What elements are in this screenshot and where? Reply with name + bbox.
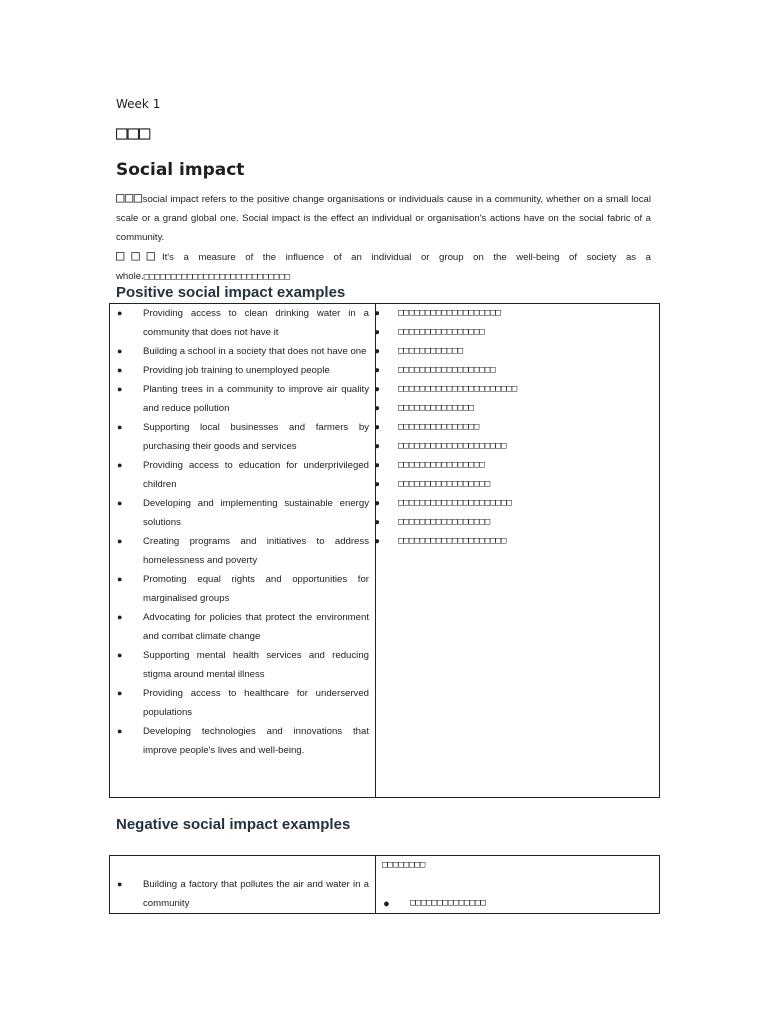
list-item: ● □□□□□□□□□□□□ — [376, 342, 659, 361]
list-item: ● □□□□□□□□□□□□□□□□□□□□ — [376, 532, 659, 551]
negative-english-cell — [110, 856, 376, 914]
list-item: ● □□□□□□□□□□□□□□□□□□□ — [376, 304, 659, 323]
list-item: ● Providing access to education for underprivileged children — [110, 456, 369, 494]
positive-english-list — [110, 304, 375, 760]
negative-examples-table — [109, 855, 660, 914]
list-item: ● □□□□□□□□□□□□□□□□□ — [376, 475, 659, 494]
negative-heading: Negative social impact examples — [116, 816, 351, 833]
list-item: ● Providing access to healthcare for underserved populations — [110, 684, 369, 722]
list-item: ● Supporting local businesses and farmers by purchasing their goods and services — [110, 418, 369, 456]
list-item: ● Developing technologies and innovations that improve people's lives and well-being. — [110, 722, 369, 760]
week-label: Week 1 — [116, 97, 161, 111]
list-item: ● Providing job training to unemployed people — [110, 361, 369, 380]
list-item: ● □□□□□□□□□□□□□□□□ — [376, 323, 659, 342]
paragraph-suffix-glyphs: □□□□□□□□□□□□□□□□□□□□□□□□□□□ — [143, 272, 291, 282]
list-item: ● Building a school in a society that does not have one — [110, 342, 369, 361]
negative-translation-cell — [376, 856, 660, 914]
positive-translation-cell — [376, 304, 660, 798]
paragraph-prefix-glyphs: □□□ — [116, 190, 143, 206]
positive-examples-table — [109, 303, 660, 798]
paragraph-text: It's a measure of the influence of an individual or group on the well-being of society as a whole. — [116, 252, 651, 282]
page-heading: Social impact — [116, 160, 245, 180]
list-item: ● Advocating for policies that protect the environment and combat climate change — [110, 608, 369, 646]
list-item: ● □□□□□□□□□□□□□□ — [376, 399, 659, 418]
positive-heading: Positive social impact examples — [116, 284, 346, 301]
list-item: ● Supporting mental health services and reducing stigma around mental illness — [110, 646, 369, 684]
definition-paragraph — [116, 189, 651, 247]
measure-paragraph — [116, 247, 651, 287]
list-item: ● Promoting equal rights and opportunities for marginalised groups — [110, 570, 369, 608]
list-item: ● Developing and implementing sustainable energy solutions — [110, 494, 369, 532]
list-item: ● □□□□□□□□□□□□□□□□□ — [376, 513, 659, 532]
title-placeholder-glyphs: □□□ — [116, 122, 151, 144]
list-item: ● □□□□□□□□□□□□□□ — [376, 894, 659, 913]
list-item: ● Building a factory that pollutes the air and water in a community — [110, 875, 369, 913]
list-item: ● □□□□□□□□□□□□□□□ — [376, 418, 659, 437]
list-item: ● □□□□□□□□□□□□□□□□ — [376, 456, 659, 475]
list-item: ● Creating programs and initiatives to address homelessness and poverty — [110, 532, 369, 570]
list-item: ● □□□□□□□□□□□□□□□□□□□□□ — [376, 494, 659, 513]
list-item: ● □□□□□□□□□□□□□□□□□□□□ — [376, 437, 659, 456]
negative-translation-head: □□□□□□□□ — [382, 860, 426, 870]
list-item: ● Providing access to clean drinking water in a community that does not have it — [110, 304, 369, 342]
positive-english-cell — [110, 304, 376, 798]
paragraph-text: social impact refers to the positive change organisations or individuals cause in a community, whether on a small local scale or a grand global one. Social impact is the effect an individual or organisation's actions have on the social fabric of a community. — [116, 194, 651, 243]
negative-english-list — [110, 875, 375, 913]
list-item: ● □□□□□□□□□□□□□□□□□□ — [376, 361, 659, 380]
negative-translation-list — [376, 894, 659, 913]
paragraph-prefix-glyphs: □□□ — [116, 248, 162, 264]
list-item: ● □□□□□□□□□□□□□□□□□□□□□□ — [376, 380, 659, 399]
list-item: ● Planting trees in a community to improve air quality and reduce pollution — [110, 380, 369, 418]
positive-translation-list — [376, 304, 659, 551]
